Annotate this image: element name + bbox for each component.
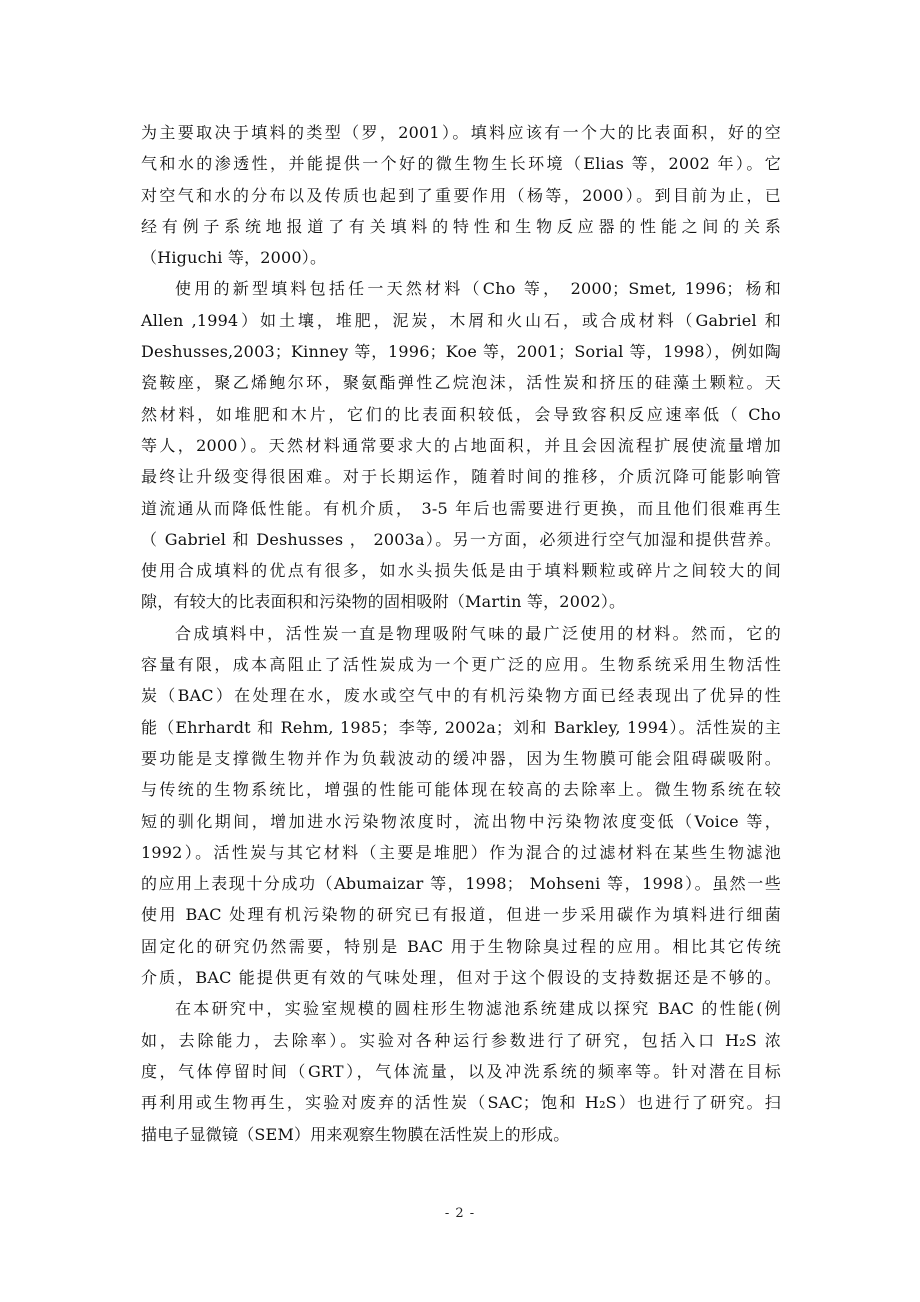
text-line: 使用的新型填料包括任一天然材料（Cho 等， 2000；Smet, 1996；杨和 <box>175 279 781 299</box>
text-line: 能（Ehrhardt 和 Rehm, 1985；李等, 2002a；刘和 Barkley, 1994）。活性炭的主 <box>141 717 781 737</box>
text-line: 描电子显微镜（SEM）用来观察生物膜在活性炭上的形成。 <box>141 1124 570 1144</box>
text-line: 经有例子系统地报道了有关填料的特性和生物反应器的性能之间的关系 <box>141 216 781 236</box>
text-line: 要功能是支撑微生物并作为负载波动的缓冲器，因为生物膜可能会阻碍碳吸附。 <box>141 748 781 768</box>
paragraph-4 <box>141 993 781 1149</box>
text-line: 为主要取决于填料的类型（罗，2001）。填料应该有一个大的比表面积，好的空 <box>141 123 781 142</box>
text-line: Deshusses,2003；Kinney 等，1996；Koe 等，2001；Sorial 等，1998），例如陶 <box>141 342 781 362</box>
text-line: （ Gabriel 和 Deshusses ， 2003a）。另一方面，必须进行空气加湿和提供营养。 <box>141 529 781 549</box>
text-line: 与传统的生物系统比，增强的性能可能体现在较高的去除率上。微生物系统在较 <box>141 780 781 800</box>
text-line: 道流通从而降低性能。有机介质， 3-5 年后也需要进行更换，而且他们很难再生 <box>141 498 781 518</box>
text-line: 对空气和水的分布以及传质也起到了重要作用（杨等，2000）。到目前为止，已 <box>141 185 781 205</box>
text-line: 在本研究中，实验室规模的圆柱形生物滤池系统建成以探究 BAC 的性能(例 <box>175 999 781 1019</box>
text-line: 的应用上表现十分成功（Abumaizar 等，1998； Mohseni 等，1998）。虽然一些 <box>141 874 781 894</box>
text-line: 等人，2000）。天然材料通常要求大的占地面积，并且会因流程扩展使流量增加 <box>141 435 781 455</box>
text-line: 合成填料中，活性炭一直是物理吸附气味的最广泛使用的材料。然而，它的 <box>175 623 781 643</box>
text-line: 介质，BAC 能提供更有效的气味处理，但对于这个假设的支持数据还是不够的。 <box>141 968 781 988</box>
paragraph-3 <box>141 618 781 994</box>
text-line-with-subscript: 如，去除能力，去除率）。实验对各种运行参数进行了研究，包括入口 H₂S 浓 <box>141 1030 781 1050</box>
text-line: Allen ,1994）如土壤，堆肥，泥炭，木屑和火山石，或合成材料（Gabriel 和 <box>141 310 781 330</box>
text-line: 度，气体停留时间（GRT），气体流量，以及冲洗系统的频率等。针对潜在目标 <box>141 1061 781 1081</box>
body-text <box>141 117 781 1150</box>
text-line: 最终让升级变得很困难。对于长期运作，随着时间的推移，介质沉降可能影响管 <box>141 467 781 487</box>
text-line-with-subscript: 再利用或生物再生，实验对废弃的活性炭（SAC；饱和 H₂S）也进行了研究。扫 <box>141 1093 781 1113</box>
text-line: 使用 BAC 处理有机污染物的研究已有报道，但进一步采用碳作为填料进行细菌 <box>141 905 781 925</box>
paragraph-1 <box>141 117 781 273</box>
text-line: 炭（BAC）在处理在水，废水或空气中的有机污染物方面已经表现出了优异的性 <box>141 686 781 706</box>
text-line: 气和水的渗透性，并能提供一个好的微生物生长环境（Elias 等，2002 年）。它 <box>141 154 781 174</box>
text-line: 瓷鞍座，聚乙烯鲍尔环，聚氨酯弹性乙烷泡沫，活性炭和挤压的硅藻土颗粒。天 <box>141 373 781 393</box>
text-line: 隙，有较大的比表面积和污染物的固相吸附（Martin 等，2002）。 <box>141 592 626 612</box>
page-number: - 2 - <box>444 1206 476 1221</box>
paragraph-2 <box>141 273 781 617</box>
text-line: （Higuchi 等，2000）。 <box>141 248 327 268</box>
text-line: 容量有限，成本高阻止了活性炭成为一个更广泛的应用。生物系统采用生物活性 <box>141 655 781 675</box>
text-line: 固定化的研究仍然需要，特别是 BAC 用于生物除臭过程的应用。相比其它传统 <box>141 936 781 956</box>
text-line: 然材料，如堆肥和木片，它们的比表面积较低，会导致容积反应速率低（ Cho <box>141 404 781 424</box>
text-line: 使用合成填料的优点有很多，如水头损失低是由于填料颗粒或碎片之间较大的间 <box>141 561 781 581</box>
text-line: 短的驯化期间，增加进水污染物浓度时，流出物中污染物浓度变低（Voice 等， <box>141 811 781 831</box>
text-line: 1992）。活性炭与其它材料（主要是堆肥）作为混合的过滤材料在某些生物滤池 <box>141 842 781 862</box>
